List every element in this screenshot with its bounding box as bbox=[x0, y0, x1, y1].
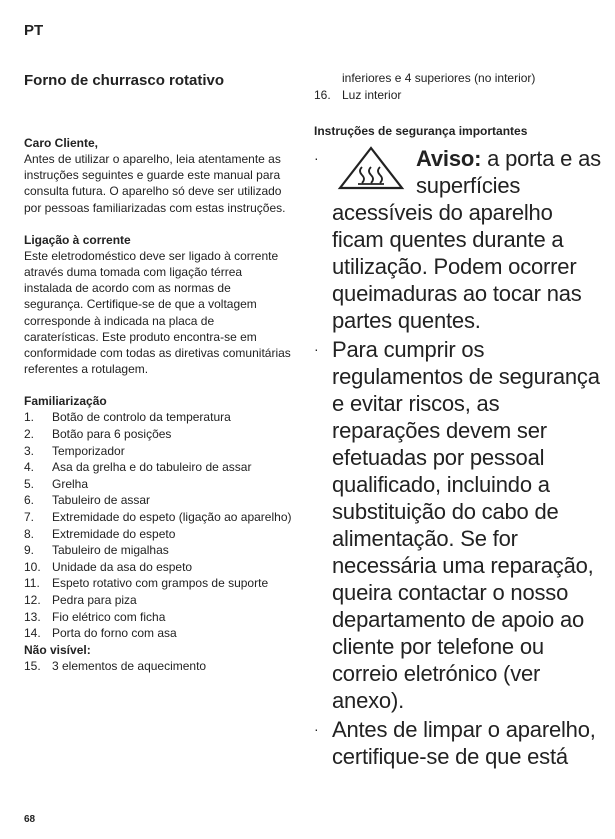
list-item bbox=[24, 542, 292, 559]
item-number: 10. bbox=[24, 559, 41, 574]
list-item bbox=[24, 609, 292, 626]
hidden-parts-list bbox=[24, 658, 292, 675]
safety-heading: Instruções de segurança importantes bbox=[314, 124, 528, 139]
list-item bbox=[24, 426, 292, 443]
bullet-dot: · bbox=[314, 341, 319, 358]
item-text: Porta do forno com asa bbox=[52, 626, 177, 641]
item-number: 3. bbox=[24, 443, 35, 458]
list-item bbox=[314, 87, 604, 104]
item-text: Tabuleiro de assar bbox=[52, 493, 151, 508]
item-text: Espeto rotativo com grampos de suporte bbox=[52, 576, 269, 591]
connection-heading: Ligação à corrente bbox=[24, 232, 131, 247]
item-number: 13. bbox=[24, 609, 41, 624]
list-item bbox=[24, 509, 292, 526]
list-continuation: inferiores e 4 superiores (no interior) bbox=[342, 71, 536, 85]
list-item bbox=[24, 492, 292, 509]
list-item bbox=[24, 592, 292, 609]
safety-bullet-text: Para cumprir os regulamentos de segurança e evitar riscos, as reparações devem ser efetuadas por pessoal qualificado, incluindo a substituição do cabo de alimentação. Se for necessária uma reparação, queira contactar o nosso departamento de apoio ao cliente por telefone ou correio eletrónico (ver anexo). bbox=[332, 337, 600, 714]
item-text: Unidade da asa do espeto bbox=[52, 559, 193, 574]
list-item bbox=[24, 459, 292, 476]
item-number: 12. bbox=[24, 592, 41, 607]
left-column bbox=[24, 72, 292, 675]
greeting: Caro Cliente, bbox=[24, 136, 99, 150]
list-item bbox=[24, 625, 292, 642]
parts-list-continued bbox=[314, 87, 604, 104]
warning-title: Aviso: bbox=[416, 146, 482, 172]
bullet-dot: · bbox=[314, 721, 319, 738]
item-number: 2. bbox=[24, 427, 35, 442]
list-item bbox=[24, 658, 292, 675]
item-number: 7. bbox=[24, 510, 35, 524]
item-text: Luz interior bbox=[342, 87, 402, 102]
item-text: Fio elétrico com ficha bbox=[52, 609, 166, 624]
item-text: Botão de controlo da temperatura bbox=[52, 410, 231, 425]
list-item bbox=[24, 443, 292, 460]
item-text: 3 elementos de aquecimento bbox=[52, 659, 207, 674]
safety-bullet-repairs bbox=[314, 336, 604, 714]
intro-paragraph: Antes de utilizar o aparelho, leia atentamente as instruções seguintes e guarde este manual para consulta futura. O aparelho só deve ser utilizado por pessoas familiarizadas com estas instruções. bbox=[24, 152, 286, 215]
item-text: Botão para 6 posições bbox=[52, 427, 172, 442]
item-number: 14. bbox=[24, 626, 41, 641]
item-number: 15. bbox=[24, 659, 41, 674]
list-item bbox=[24, 575, 292, 592]
item-number: 5. bbox=[24, 476, 35, 491]
connection-paragraph: Este eletrodoméstico deve ser ligado à corrente através duma tomada com ligação térrea instalada de acordo com as normas de segurança. Certifique-se de que a voltagem corresponde à indicada na placa de caraterísticas. Este produto encontra-se em conformidade com todas as diretivas comunitárias referentes a rotulagem. bbox=[24, 248, 291, 377]
item-text: Asa da grelha e do tabuleiro de assar bbox=[52, 460, 252, 475]
safety-bullet-cleaning bbox=[314, 716, 604, 770]
language-code: PT bbox=[24, 22, 44, 39]
page-number: 68 bbox=[24, 814, 36, 825]
item-text: Extremidade do espeto (ligação ao aparelho) bbox=[52, 510, 292, 524]
item-text: Temporizador bbox=[52, 443, 125, 458]
document-title: Forno de churrasco rotativo bbox=[24, 72, 225, 89]
warning-text: a porta e as superfícies acessíveis do aparelho ficam quentes durante a utilização. Podem ocorrer queimaduras ao tocar nas partes quentes. bbox=[332, 146, 601, 334]
item-number: 9. bbox=[24, 543, 35, 558]
hot-surface-warning-icon bbox=[336, 145, 406, 191]
not-visible-label: Não visível: bbox=[24, 642, 91, 657]
item-number: 4. bbox=[24, 460, 35, 475]
item-number: 11. bbox=[24, 576, 40, 591]
item-text: Extremidade do espeto bbox=[52, 526, 176, 541]
parts-list bbox=[24, 409, 292, 641]
right-column bbox=[314, 70, 604, 770]
item-text: Grelha bbox=[52, 476, 89, 491]
familiarization-heading: Familiarização bbox=[24, 394, 107, 409]
list-item bbox=[24, 409, 292, 426]
list-item bbox=[24, 526, 292, 543]
item-number: 6. bbox=[24, 493, 35, 508]
bullet-dot: · bbox=[314, 150, 319, 167]
safety-bullet-text: Antes de limpar o aparelho, certifique-se de que está bbox=[332, 717, 596, 770]
item-number: 16. bbox=[314, 87, 331, 102]
list-item bbox=[24, 559, 292, 576]
item-text: Tabuleiro de migalhas bbox=[52, 543, 169, 558]
item-text: Pedra para piza bbox=[52, 592, 137, 607]
warning-bullet bbox=[314, 145, 604, 334]
list-item bbox=[24, 476, 292, 493]
item-number: 8. bbox=[24, 526, 35, 541]
item-number: 1. bbox=[24, 410, 35, 425]
